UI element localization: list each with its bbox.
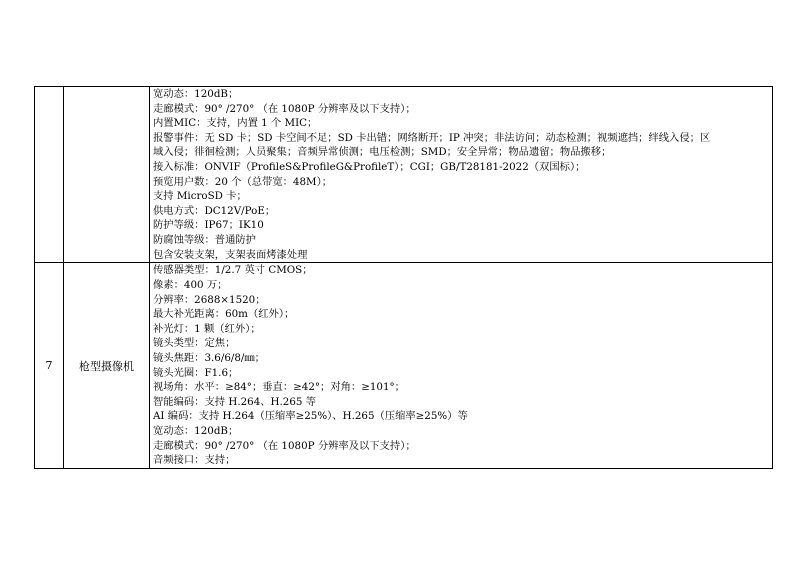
spec-line: 走廊模式：90° /270° （在 1080P 分辨率及以下支持）； [153, 439, 416, 452]
spec-line: 接入标准：ONVIF（ProfileS&ProfileG&ProfileT）；CGI；GB/T28181-2022（双国标）； [153, 160, 586, 173]
spec-line: 补光灯：1 颗（红外）； [153, 322, 261, 335]
table-row [35, 87, 773, 263]
spec-line: 报警事件：无 SD 卡；SD 卡空间不足；SD 卡出错；网络断开；IP 冲突；非法访问；动态检测；视频遮挡；绊线入侵；区 [153, 131, 711, 144]
row-number [35, 87, 64, 263]
spec-line: 镜头类型：定焦； [153, 337, 236, 350]
spec-line: AI 编码：支持 H.264（压缩率≥25%）、H.265（压缩率≥25%）等 [153, 410, 468, 423]
spec-cell [150, 87, 773, 263]
spec-line: 预览用户数：20 个（总带宽：48M）； [153, 175, 333, 188]
device-name [64, 87, 150, 263]
spec-line: 传感器类型：1/2.7 英寸 CMOS； [153, 264, 313, 277]
table-row [35, 263, 773, 469]
spec-line: 防护等级：IP67；IK10 [153, 219, 264, 232]
spec-line: 视场角：水平：≥84°；垂直：≥42°；对角：≥101°； [153, 381, 405, 394]
spec-line: 支持 MicroSD 卡； [153, 190, 247, 203]
spec-line: 音频接口：支持； [153, 454, 236, 467]
spec-line: 镜头光圈：F1.6； [153, 366, 239, 379]
spec-line: 宽动态：120dB； [153, 88, 239, 100]
spec-line: 内置MIC：支持，内置 1 个 MIC； [153, 117, 318, 130]
spec-line: 智能编码：支持 H.264、H.265 等 [153, 395, 317, 408]
spec-line: 域入侵；徘徊检测；人员聚集；音频异常侦测；电压检测；SMD；安全异常；物品遗留；物品搬移； [153, 146, 612, 159]
spec-line: 宽动态：120dB； [153, 425, 239, 437]
spec-line: 包含安装支架，支架表面烤漆处理 [153, 248, 308, 261]
row-number: 7 [35, 263, 64, 469]
spec-cell [150, 263, 773, 469]
spec-line: 分辨率：2688×1520； [153, 293, 266, 306]
spec-line: 镜头焦距：3.6/6/8/㎜； [153, 352, 265, 365]
spec-line: 最大补光距离：60m（红外）； [153, 308, 295, 321]
spec-line: 防腐蚀等级：普通防护 [153, 233, 256, 246]
spec-table [34, 86, 773, 469]
spec-line: 供电方式：DC12V/PoE； [153, 204, 276, 217]
spec-line: 像素：400 万； [153, 279, 228, 292]
device-name: 枪型摄像机 [64, 263, 150, 469]
spec-line: 走廊模式：90° /270° （在 1080P 分辨率及以下支持）； [153, 102, 416, 115]
